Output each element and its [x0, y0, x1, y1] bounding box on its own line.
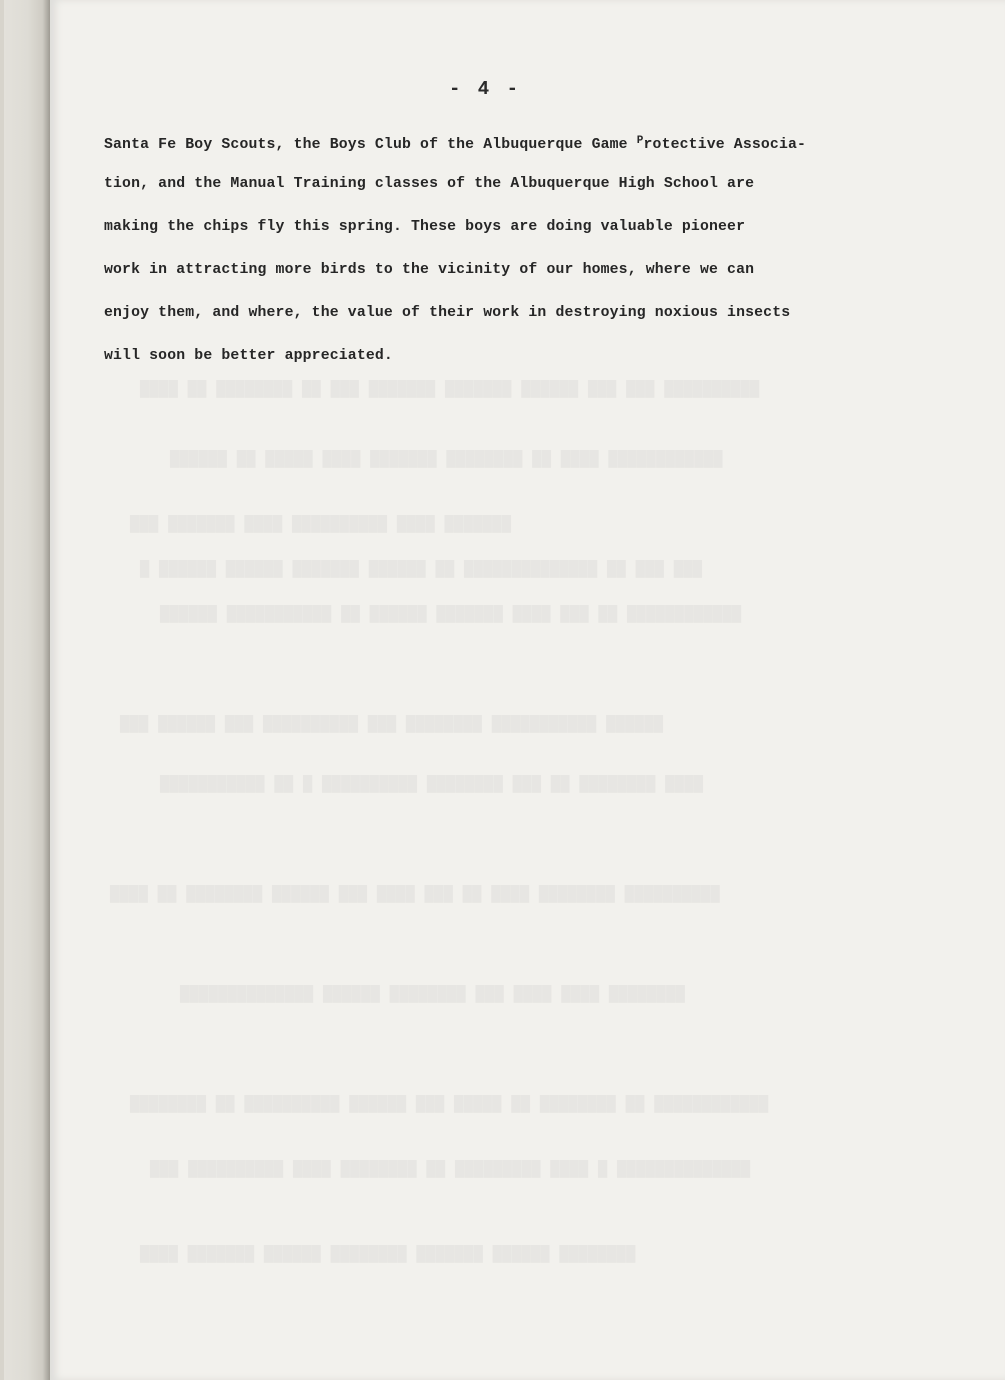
text-line-superscript: P — [636, 135, 644, 147]
bleed-through-texture: ███████████ ██ █ ██████████ ████████ ███ ██ ████████ ████ — [160, 775, 704, 793]
bleed-through-texture: ██████ ██ █████ ████ ███████ ████████ ██ ████ ████████████ — [170, 450, 723, 468]
bleed-through-texture: ██████████████ ██████ ████████ ███ ████ ████ ████████ — [180, 985, 686, 1003]
bleed-through-texture: ████ ███████ ██████ ████████ ███████ ██████ ████████ — [140, 1245, 636, 1263]
text-line — [104, 120, 954, 163]
binding-edge — [0, 0, 4, 1380]
bleed-through-texture: ███ ██████████ ████ ████████ ██ █████████ ████ █ ██████████████ — [150, 1160, 751, 1178]
text-line — [104, 163, 954, 206]
text-line-segment: Santa Fe Boy Scouts, the Boys Club of the Albuquerque Game — [104, 137, 637, 153]
text-line — [104, 206, 954, 249]
text-line-segment: will soon be better appreciated. — [104, 348, 393, 364]
binding-spine — [0, 0, 50, 1380]
text-line-segment: tion, and the Manual Training classes of the Albuquerque High School are — [104, 176, 755, 192]
bleed-through-texture: ████████ ██ ██████████ ██████ ███ █████ ██ ████████ ██ ████████████ — [130, 1095, 769, 1113]
text-line-segment: rotective Associa- — [643, 137, 807, 153]
bleed-through-texture: ███ ██████ ███ ██████████ ███ ████████ ███████████ ██████ — [120, 715, 664, 733]
page-number: - 4 - — [449, 78, 522, 100]
text-line — [104, 335, 954, 378]
body-paragraph — [104, 120, 954, 378]
bleed-through-texture: █ ██████ ██████ ███████ ██████ ██ ██████████████ ██ ███ ███ — [140, 560, 703, 578]
bleed-through-texture: ███ ███████ ████ ██████████ ████ ███████ — [130, 515, 512, 533]
text-line-segment: enjoy them, and where, the value of their work in destroying noxious insects — [104, 305, 791, 321]
text-line — [104, 249, 954, 292]
bleed-through-texture: ████ ██ ████████ ██████ ███ ████ ███ ██ ████ ████████ ██████████ — [110, 885, 720, 903]
bleed-through-texture: ██████ ███████████ ██ ██████ ███████ ████ ███ ██ ████████████ — [160, 605, 742, 623]
text-line — [104, 292, 954, 335]
text-line-segment: making the chips fly this spring. These boys are doing valuable pioneer — [104, 219, 746, 235]
text-line-segment: work in attracting more birds to the vicinity of our homes, where we can — [104, 262, 755, 278]
bleed-through-texture: ████ ██ ████████ ██ ███ ███████ ███████ ██████ ███ ███ ██████████ — [140, 380, 760, 398]
